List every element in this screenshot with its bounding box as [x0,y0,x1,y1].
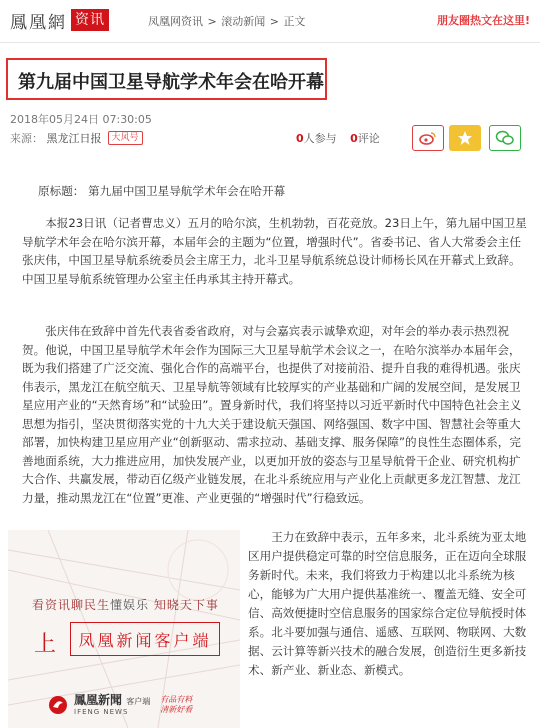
source-label: 来源： [10,132,43,145]
page-title: 第九届中国卫星导航学术年会在哈开幕 [18,72,324,93]
share-weibo-button[interactable] [412,125,444,151]
promo-brand-sub: IFENG NEWS [74,708,129,716]
star-icon [457,130,473,146]
article-source [10,130,143,146]
hot-articles-link[interactable]: 朋友圈热文在这里! [436,14,530,27]
title-highlight-box [6,58,327,100]
promo-tagline: 看资讯聊民生懂娱乐 知晓天下事 [32,598,219,612]
app-promo-image[interactable] [8,530,240,728]
breadcrumb-current: 正文 [283,15,306,28]
site-header [0,0,540,43]
promo-footer [48,694,196,716]
article-paragraph: 王力在致辞中表示，五年多来，北斗系统为亚太地区用户提供稳定可靠的时空信息服务，正在迈向全球服务新时代。未来，我们将致力于构建以北斗系统为核心，能够为广大用户提供基准统一、覆盖无缝、安全可信、高效便捷时空信息服务的国家综合定位导航授时体系。北斗要加强与通信、遥感、互联网、物联网、大数据、云计算等新兴技术的融合发展，创造衍生更多新技术、新产业、新业态、新模式。 [248,530,527,677]
original-title-line: 原标题： 第九届中国卫星导航学术年会在哈开幕 [38,184,286,198]
article-paragraph: 本报23日讯（记者曹忠义）五月的哈尔滨，生机勃勃，百花竞放。23日上午，第九届中国卫星导航学术年会在哈尔滨开幕，本届年会的主题为“位置，增强时代”。省委书记、省人大常委会主任张庆伟，中国卫星导航系统委员会主席王力，北斗卫星导航系统总设计师杨长风在开幕式上致辞。中国卫星导航系统管理办公室主任冉承其主持开幕式。 [22,216,527,286]
promo-shang-text: 上 [34,632,57,657]
breadcrumb-separator: > [269,15,279,28]
breadcrumb-separator: > [207,15,217,28]
participants-count[interactable]: 0人参与 [296,132,337,145]
promo-app-name: 凤凰新闻客户端 [70,622,220,656]
phoenix-icon [48,695,68,715]
share-wechat-button[interactable] [489,125,521,151]
publish-date: 2018年05月24日 07:30:05 [10,113,152,126]
breadcrumb-section[interactable]: 滚动新闻 [221,15,266,28]
article-stats [296,130,390,146]
share-qzone-button[interactable] [449,125,481,151]
ifeng-logo[interactable] [10,7,109,33]
promo-slogan: 有品有料 清新好看 [160,695,193,714]
source-name[interactable]: 黑龙江日报 [46,132,102,145]
weibo-icon [419,131,437,145]
promo-brand: 鳳凰新聞 客户端 [74,693,151,707]
promo-brand-block [74,694,150,716]
comments-count[interactable]: 0评论 [350,132,380,145]
article-paragraph: 张庆伟在致辞中首先代表省委省政府，对与会嘉宾表示诚挚欢迎，对年会的举办表示热烈祝贺。他说，中国卫星导航学术年会作为国际三大卫星导航学术会议之一，在哈尔滨举办本届年会，既为我们搭建了广泛交流、强化合作的高端平台，也提供了对接前沿、提升自我的难得机遇。张庆伟表示，黑龙江在航空航天、卫星导航等领域有比较厚实的产业基础和广阔的发展空间，是发展卫星应用产业的“天然育场”和“试验田”。置身新时代，我们将坚持以习近平新时代中国特色社会主义思想为指引，坚决贯彻落实党的十九大关于建设航天强国、网络强国、数字中国、智慧社会等重大部署，加快构建卫星应用产业“创新驱动、需求拉动、基础支撑、服务保障”的良性生态圈体系，完善地面系统，大力推进应用，加快发展产业，以更加开放的姿态与卫星导航骨干企业、研究机构扩大合作、共赢发展，带动百亿级产业链发展，在北斗系统应用与产业化上贡献更多龙江智慧、龙江力量，推动黑龙江在“位置”更准、产业更强的“增强时代”行稳致远。 [22,324,522,505]
breadcrumb [148,13,305,29]
logo-text: 鳳凰網 [10,12,67,33]
follow-badge[interactable]: 大风号 [108,131,143,145]
breadcrumb-home[interactable]: 凤凰网资讯 [148,15,203,28]
logo-badge: 资讯 [71,9,109,31]
wechat-icon [495,130,515,146]
